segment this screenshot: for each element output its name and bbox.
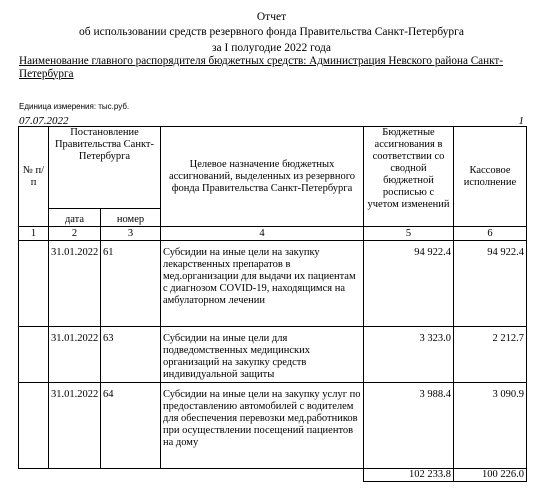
table-row <box>19 241 527 327</box>
header-number: номер <box>101 209 161 227</box>
column-number: 2 <box>49 227 101 241</box>
column-number: 3 <box>101 227 161 241</box>
row-purpose: Субсидии на иные цели на закупку услуг по предоставлению автомобилей с водителем для обеспечения перевозки мед.работников при осуществлении посещений пациентов на дому <box>161 383 364 469</box>
row-date: 31.01.2022 <box>49 383 101 469</box>
row-purpose: Субсидии на иные цели на закупку лекарственных препаратов в мед.организации для выдачи их пациентам с диагнозом COVID-19, находящимся на амбулаторном лечении <box>161 241 364 327</box>
report-subtitle: об использовании средств резервного фонда Правительства Санкт-Петербурга <box>79 26 464 38</box>
header-num: № п/п <box>19 127 49 227</box>
report-date: 07.07.2022 <box>19 115 69 127</box>
total-cash: 100 226.0 <box>454 469 527 482</box>
table-row <box>19 383 527 469</box>
row-num <box>19 383 49 469</box>
column-number: 4 <box>161 227 364 241</box>
row-budget: 3 988.4 <box>364 383 454 469</box>
row-number: 64 <box>101 383 161 469</box>
header-resolution: Постановление Правительства Санкт-Петербурга <box>49 127 161 209</box>
column-number: 6 <box>454 227 527 241</box>
row-num <box>19 241 49 327</box>
column-number-row <box>19 227 527 241</box>
units-label: Единица измерения: тыс.руб. <box>19 102 130 111</box>
header-cash: Кассовое исполнение <box>454 127 527 227</box>
row-date: 31.01.2022 <box>49 327 101 383</box>
table-row <box>19 327 527 383</box>
row-num <box>19 327 49 383</box>
budget-administrator: Наименование главного распорядителя бюджетных средств: Администрация Невского района Санкт-Петербурга <box>19 55 504 80</box>
page-number: 1 <box>518 115 524 127</box>
total-budget: 102 233.8 <box>364 469 454 482</box>
header-date: дата <box>49 209 101 227</box>
total-row <box>19 469 527 482</box>
row-number: 61 <box>101 241 161 327</box>
row-budget: 94 922.4 <box>364 241 454 327</box>
header-budget: Бюджетные ассигнования в соответствии со сводной бюджетной росписью с учетом изменений <box>364 127 454 227</box>
column-number: 5 <box>364 227 454 241</box>
report-period: за I полугодие 2022 года <box>212 42 331 54</box>
row-budget: 3 323.0 <box>364 327 454 383</box>
row-cash: 94 922.4 <box>454 241 527 327</box>
report-title: Отчет <box>256 11 287 23</box>
row-cash: 2 212.7 <box>454 327 527 383</box>
table-header-row <box>19 127 527 209</box>
column-number: 1 <box>19 227 49 241</box>
row-cash: 3 090.9 <box>454 383 527 469</box>
row-number: 63 <box>101 327 161 383</box>
reserve-fund-table <box>18 126 527 482</box>
row-purpose: Субсидии на иные цели для подведомственных медицинских организаций на закупку средств индивидуальной защиты <box>161 327 364 383</box>
row-date: 31.01.2022 <box>49 241 101 327</box>
header-purpose: Целевое назначение бюджетных ассигнований, выделенных из резервного фонда Правительства Санкт-Петербурга <box>161 127 364 227</box>
